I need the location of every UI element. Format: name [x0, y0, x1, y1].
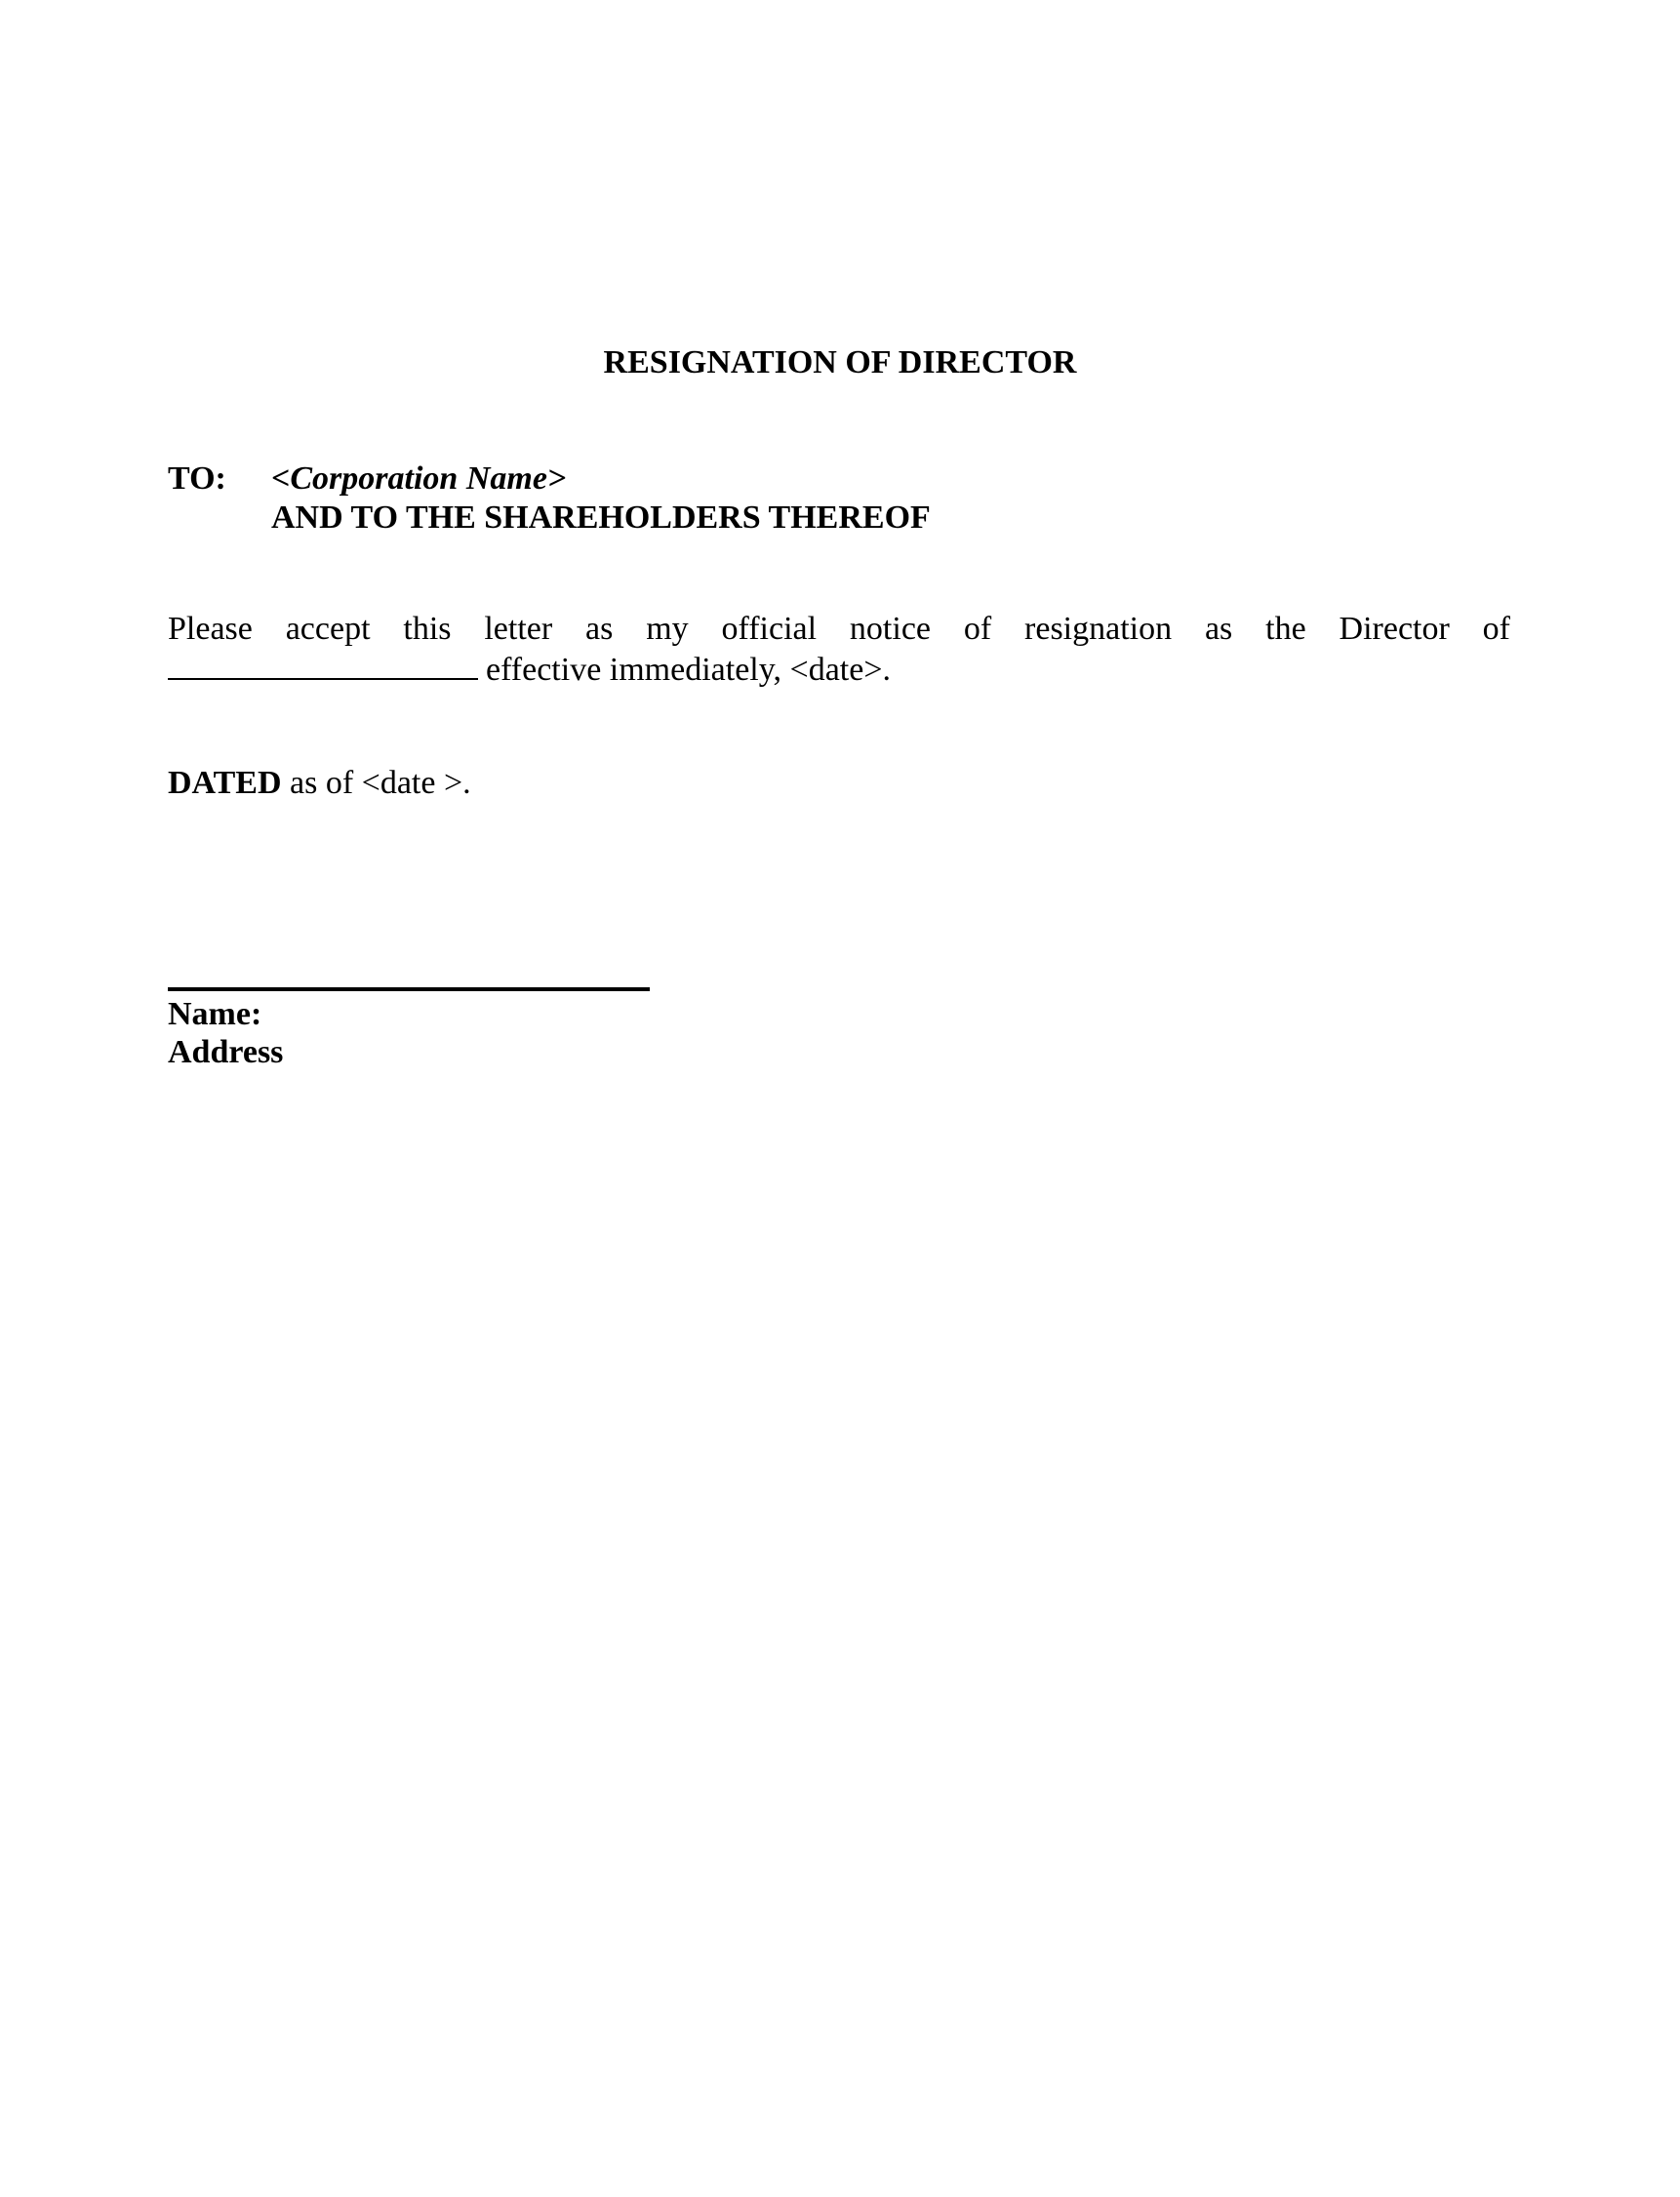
document-title: RESIGNATION OF DIRECTOR — [603, 344, 1077, 380]
corporation-name-placeholder: <Corporation Name> — [271, 460, 567, 497]
paragraph-line-1: Please accept this letter as my official notice of resignation as the Director of — [168, 611, 1510, 647]
signature-line — [168, 987, 650, 991]
to-label: TO: — [168, 460, 226, 497]
dated-label: DATED — [168, 765, 282, 801]
shareholders-line: AND TO THE SHAREHOLDERS THEREOF — [271, 499, 931, 536]
dated-line — [168, 764, 471, 803]
signature-name-label: Name: — [168, 996, 262, 1032]
signature-address-label: Address — [168, 1034, 284, 1070]
paragraph-line-2 — [168, 649, 1510, 690]
effective-text: effective immediately, <date>. — [486, 652, 892, 688]
addressee-block — [271, 459, 931, 538]
resignation-paragraph — [168, 610, 1510, 690]
dated-text: as of <date >. — [281, 765, 471, 801]
company-name-blank — [168, 649, 478, 680]
